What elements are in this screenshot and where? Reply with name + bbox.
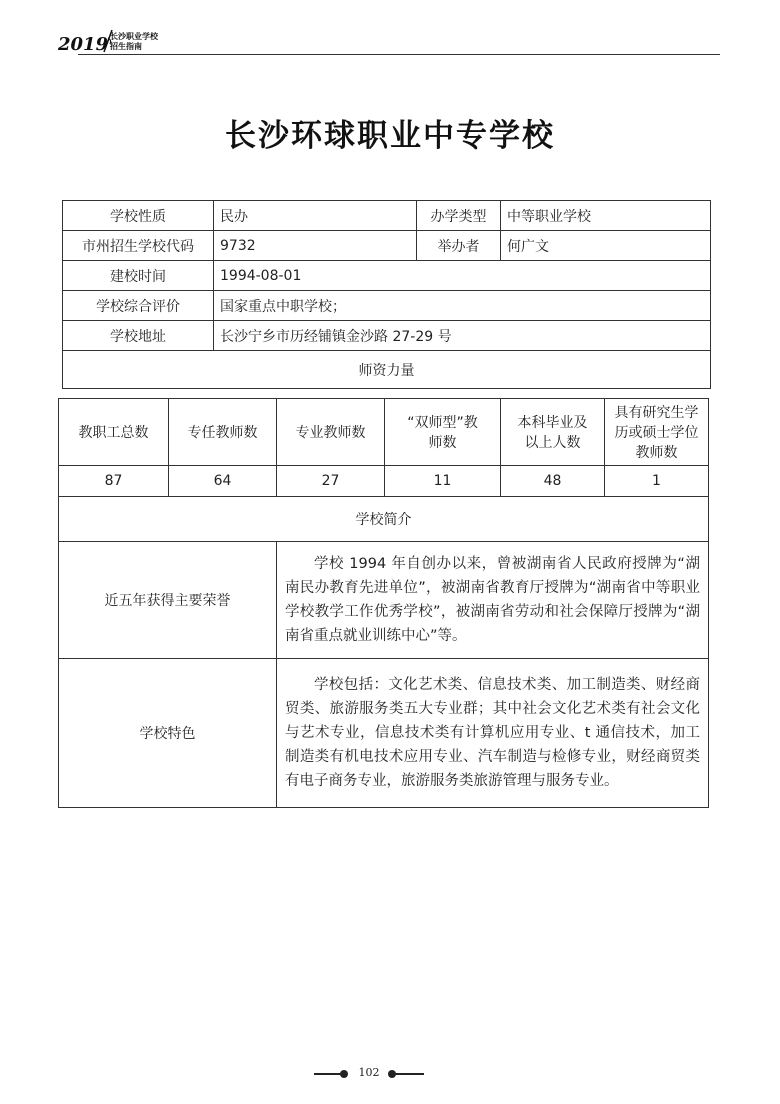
header-year: 2019 [58, 34, 109, 55]
organizer-label: 举办者 [417, 231, 501, 261]
evaluation-label: 学校综合评价 [63, 291, 214, 321]
faculty-value: 27 [277, 466, 385, 497]
faculty-and-intro-table [58, 398, 708, 808]
table-row [63, 291, 711, 321]
page-number: 102 [358, 1066, 380, 1079]
code-label: 市州招生学校代码 [63, 231, 214, 261]
page-footer [0, 1066, 780, 1082]
faculty-header: 本科毕业及以上人数 [501, 399, 605, 466]
faculty-header: “双师型”教师数 [385, 399, 501, 466]
faculty-value: 64 [169, 466, 277, 497]
faculty-header: 教职工总数 [59, 399, 169, 466]
header-line-2: 招生指南 [110, 42, 142, 51]
faculty-header: 专业教师数 [277, 399, 385, 466]
faculty-value: 1 [605, 466, 709, 497]
table-row [59, 542, 709, 659]
nature-value: 民办 [214, 201, 417, 231]
table-row [63, 261, 711, 291]
honors-text: 学校 1994 年自创办以来，曾被湖南省人民政府授牌为“湖南民办教育先进单位”，被湖南省教育厅授牌为“湖南省中等职业学校教学工作优秀学校”，被湖南省劳动和社会保障厅授牌为“湖南省重点就业训练中心”等。 [277, 542, 709, 659]
header-line-1: 长沙职业学校 [110, 32, 158, 41]
organizer-value: 何广文 [501, 231, 711, 261]
evaluation-value: 国家重点中职学校； [214, 291, 711, 321]
type-value: 中等职业学校 [501, 201, 711, 231]
founded-label: 建校时间 [63, 261, 214, 291]
faculty-section-title: 师资力量 [63, 351, 711, 389]
page-title: 长沙环球职业中专学校 [225, 118, 555, 154]
footer-dot-left-icon [340, 1070, 348, 1078]
nature-label: 学校性质 [63, 201, 214, 231]
table-row [63, 351, 711, 389]
address-value: 长沙宁乡市历经铺镇金沙路 27-29 号 [214, 321, 711, 351]
honors-label: 近五年获得主要荣誉 [59, 542, 277, 659]
faculty-value: 48 [501, 466, 605, 497]
table-row [59, 659, 709, 808]
code-value: 9732 [214, 231, 417, 261]
faculty-header: 具有研究生学历或硕士学位教师数 [605, 399, 709, 466]
table-row [59, 466, 709, 497]
footer-rule-right [394, 1073, 424, 1075]
founded-value: 1994-08-01 [214, 261, 711, 291]
table-row [59, 497, 709, 542]
faculty-header: 专任教师数 [169, 399, 277, 466]
table-row [63, 321, 711, 351]
table-row [59, 399, 709, 466]
intro-section-title: 学校简介 [59, 497, 709, 542]
address-label: 学校地址 [63, 321, 214, 351]
faculty-value: 11 [385, 466, 501, 497]
header-rule [78, 54, 720, 55]
table-row [63, 231, 711, 261]
page-header [58, 28, 720, 58]
features-text: 学校包括：文化艺术类、信息技术类、加工制造类、财经商贸类、旅游服务类五大专业群；其中社会文化艺术类有社会文化与艺术专业，信息技术类有计算机应用专业、t 通信技术，加工制造类有机电技术应用专业、汽车制造与检修专业，财经商贸类有电子商务专业，旅游服务类旅游管理与服务专业。 [277, 659, 709, 808]
basic-info-table [62, 200, 710, 389]
table-row [63, 201, 711, 231]
features-label: 学校特色 [59, 659, 277, 808]
faculty-value: 87 [59, 466, 169, 497]
type-label: 办学类型 [417, 201, 501, 231]
